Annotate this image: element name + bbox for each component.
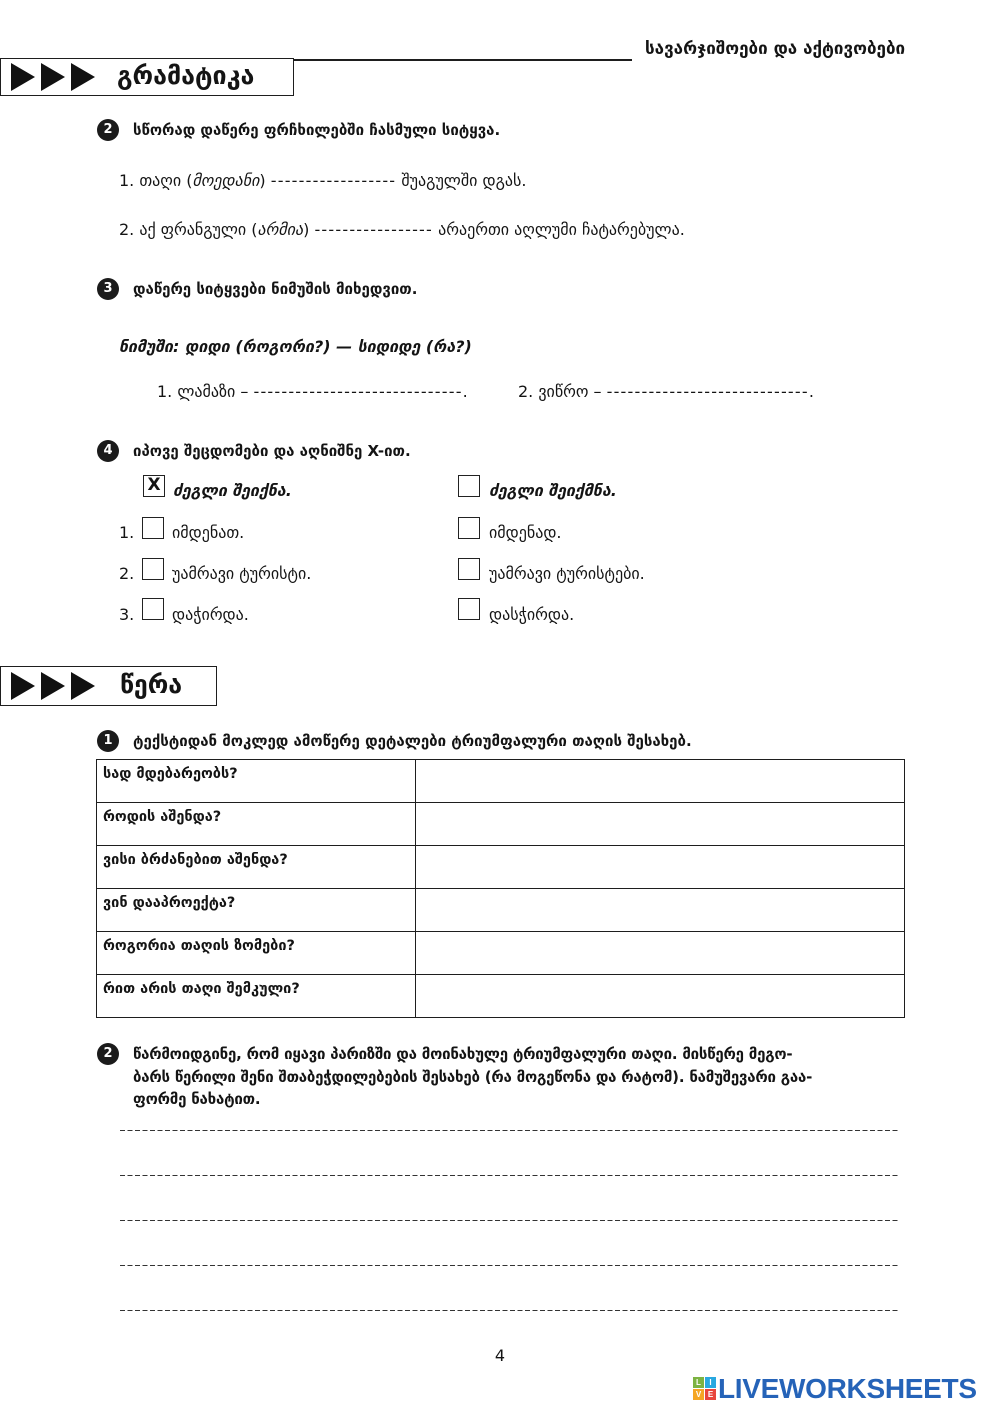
question-cell: როგორია თაღის ზომები?: [97, 932, 416, 975]
answer-blank[interactable]: ------------------: [270, 171, 397, 190]
sentence-item: [119, 220, 685, 240]
answer-cell[interactable]: [416, 889, 905, 932]
answer-cell[interactable]: [416, 760, 905, 803]
details-table: [96, 759, 905, 1018]
word-item: [518, 382, 814, 402]
table-row: [97, 803, 905, 846]
question-cell: რით არის თაღი შემკული?: [97, 975, 416, 1018]
option-checkbox[interactable]: [458, 517, 480, 539]
word-prefix: 2. ვიწრო –: [518, 382, 602, 401]
word-item: [157, 382, 468, 402]
sentence-suffix: არაერთი აღლუმი ჩატარებულა.: [438, 220, 685, 239]
paren-close: ): [259, 171, 266, 190]
instruction-line: ფორმე ნახატით.: [133, 1090, 261, 1108]
answer-line[interactable]: [120, 1265, 900, 1266]
exercise-instruction: [133, 1043, 812, 1111]
exercise-number-badge: 4: [97, 440, 119, 462]
exercise-number-badge: 3: [97, 278, 119, 300]
answer-cell[interactable]: [416, 932, 905, 975]
page-number: 4: [494, 1346, 506, 1365]
triple-arrow-icon: [11, 672, 97, 700]
answer-cell[interactable]: [416, 846, 905, 889]
instruction-line: ბარს წერილი შენი შთაბეჭდილებების შესახებ (რა მოგეწონა და რატომ). ნამუშევარი გაა-: [133, 1067, 813, 1086]
option-checkbox[interactable]: [142, 558, 164, 580]
row-number: 3.: [119, 605, 135, 624]
exercise-number-badge: 2: [97, 1043, 119, 1065]
sample-text: ნიმუში: დიდი (როგორი?) — სიდიდე (რა?): [119, 337, 472, 356]
logo-tile: I: [705, 1377, 716, 1388]
answer-blank[interactable]: ------------------------------: [253, 382, 463, 401]
word-hint: არმია: [257, 220, 304, 239]
example-option-left: ძეგლი შეიქნა.: [173, 481, 292, 500]
option-left: იმდენათ.: [172, 523, 245, 542]
row-number: 1.: [119, 523, 135, 542]
example-checkbox-checked: X: [143, 475, 165, 497]
sentence-prefix: 1. თაღი (: [119, 171, 193, 190]
liveworksheets-icon: [693, 1377, 716, 1400]
logo-tile: L: [693, 1377, 704, 1388]
answer-line[interactable]: [120, 1130, 900, 1131]
question-cell: სად მდებარეობს?: [97, 760, 416, 803]
exercise-instruction: ტექსტიდან მოკლედ ამოწერე დეტალები ტრიუმფალური თაღის შესახებ.: [133, 732, 692, 750]
row-number: 2.: [119, 564, 135, 583]
option-checkbox[interactable]: [142, 517, 164, 539]
sentence-suffix: შუაგულში დგას.: [401, 171, 527, 190]
option-right: დასჭირდა.: [489, 605, 575, 624]
option-right: უამრავი ტურისტები.: [489, 564, 645, 583]
section-header-grammar: [0, 58, 294, 96]
word-suffix: .: [808, 382, 814, 401]
exercise-instruction: იპოვე შეცდომები და აღნიშნე X-ით.: [133, 442, 411, 460]
sentence-item: [119, 171, 526, 191]
liveworksheets-logo[interactable]: [693, 1373, 989, 1405]
section-title: წერა: [120, 670, 183, 699]
option-checkbox[interactable]: [458, 558, 480, 580]
word-hint: მოედანი: [192, 171, 260, 190]
table-row: [97, 889, 905, 932]
question-cell: ვისი ბრძანებით აშენდა?: [97, 846, 416, 889]
logo-tile: E: [705, 1389, 716, 1400]
answer-line[interactable]: [120, 1175, 900, 1176]
sentence-prefix: 2. აქ ფრანგული (: [119, 220, 258, 239]
example-option-right: ძეგლი შეიქმნა.: [489, 481, 617, 500]
header-title: სავარჯიშოები და აქტივობები: [645, 39, 906, 59]
word-prefix: 1. ლამაზი –: [157, 382, 249, 401]
question-cell: ვინ დააპროექტა?: [97, 889, 416, 932]
exercise-number-badge: 1: [97, 730, 119, 752]
table-row: [97, 846, 905, 889]
question-cell: როდის აშენდა?: [97, 803, 416, 846]
exercise-instruction: დაწერე სიტყვები ნიმუშის მიხედვით.: [133, 280, 418, 298]
answer-blank[interactable]: -----------------: [314, 220, 434, 239]
exercise-number-badge: 2: [97, 119, 119, 141]
answer-cell[interactable]: [416, 803, 905, 846]
triple-arrow-icon: [11, 63, 97, 91]
section-title: გრამატიკა: [117, 61, 255, 90]
exercise-instruction: სწორად დაწერე ფრჩხილებში ჩასმული სიტყვა.: [133, 121, 501, 139]
answer-line[interactable]: [120, 1220, 900, 1221]
table-row: [97, 932, 905, 975]
word-suffix: .: [462, 382, 468, 401]
option-checkbox[interactable]: [458, 598, 480, 620]
table-row: [97, 760, 905, 803]
example-checkbox: [458, 475, 480, 497]
table-row: [97, 975, 905, 1018]
logo-tile: V: [693, 1389, 704, 1400]
answer-cell[interactable]: [416, 975, 905, 1018]
option-right: იმდენად.: [489, 523, 562, 542]
option-left: დაჭირდა.: [172, 605, 249, 624]
option-checkbox[interactable]: [142, 598, 164, 620]
section-header-writing: [0, 666, 217, 706]
option-left: უამრავი ტურისტი.: [172, 564, 312, 583]
instruction-line: წარმოიდგინე, რომ იყავი პარიზში და მოინახულე ტრიუმფალური თაღი. მისწერე მეგო-: [133, 1045, 793, 1063]
paren-close: ): [303, 220, 310, 239]
answer-line[interactable]: [120, 1310, 900, 1311]
answer-blank[interactable]: -----------------------------: [606, 382, 809, 401]
logo-text: LIVEWORKSHEETS: [718, 1373, 977, 1404]
